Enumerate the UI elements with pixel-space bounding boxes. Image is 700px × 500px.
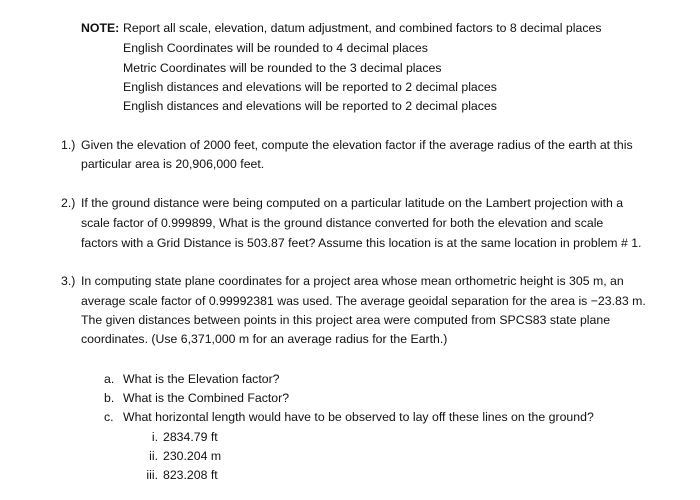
length-numeral: iii.: [146, 468, 158, 482]
note-line: Metric Coordinates will be rounded to the 3 decimal places: [123, 61, 442, 75]
length-value: 2834.79 ft: [163, 430, 218, 444]
problem-1-number: 1.): [61, 138, 76, 152]
length-value: 230.204 m: [163, 449, 222, 463]
length-value: 823.208 ft: [163, 468, 218, 482]
subitem-letter: b.: [104, 391, 115, 405]
subitem-letter: a.: [104, 372, 115, 386]
subitem-letter: c.: [104, 410, 114, 424]
problem-3-text: average scale factor of 0.99992381 was used. The average geoidal separation for the area is −23.83 m.: [81, 294, 646, 308]
note-label: NOTE:: [81, 21, 120, 35]
problem-1-text: Given the elevation of 2000 feet, compute the elevation factor if the average radius of the earth at this: [81, 138, 633, 152]
subitem-text: What is the Combined Factor?: [123, 391, 290, 405]
problem-2-text: factors with a Grid Distance is 503.87 feet? Assume this location is at the same location in problem # 1.: [81, 236, 642, 250]
problem-3-number: 3.): [61, 274, 76, 288]
problem-2-text: scale factor of 0.999899, What is the ground distance converted for both the elevation and scale: [81, 216, 604, 230]
subitem-text: What horizontal length would have to be observed to lay off these lines on the ground?: [123, 410, 594, 424]
problem-3-text: In computing state plane coordinates for a project area whose mean orthometric height is 305 m, an: [81, 274, 624, 288]
problem-3-text: The given distances between points in this project area were computed from SPCS83 state plane: [81, 313, 611, 327]
length-numeral: ii.: [149, 449, 158, 463]
problem-2-text: If the ground distance were being computed on a particular latitude on the Lambert projection with a: [81, 196, 624, 210]
note-line: English distances and elevations will be reported to 2 decimal places: [123, 80, 497, 94]
note-line: English Coordinates will be rounded to 4 decimal places: [123, 41, 428, 55]
note-line: English distances and elevations will be reported to 2 decimal places: [123, 99, 497, 113]
note-line: Report all scale, elevation, datum adjustment, and combined factors to 8 decimal places: [123, 21, 602, 35]
problem-1-text: particular area is 20,906,000 feet.: [81, 157, 265, 171]
problem-2-number: 2.): [61, 196, 76, 210]
subitem-text: What is the Elevation factor?: [123, 372, 280, 386]
length-numeral: i.: [151, 430, 158, 444]
problem-3-text: coordinates. (Use 6,371,000 m for an average radius for the Earth.): [81, 332, 448, 346]
